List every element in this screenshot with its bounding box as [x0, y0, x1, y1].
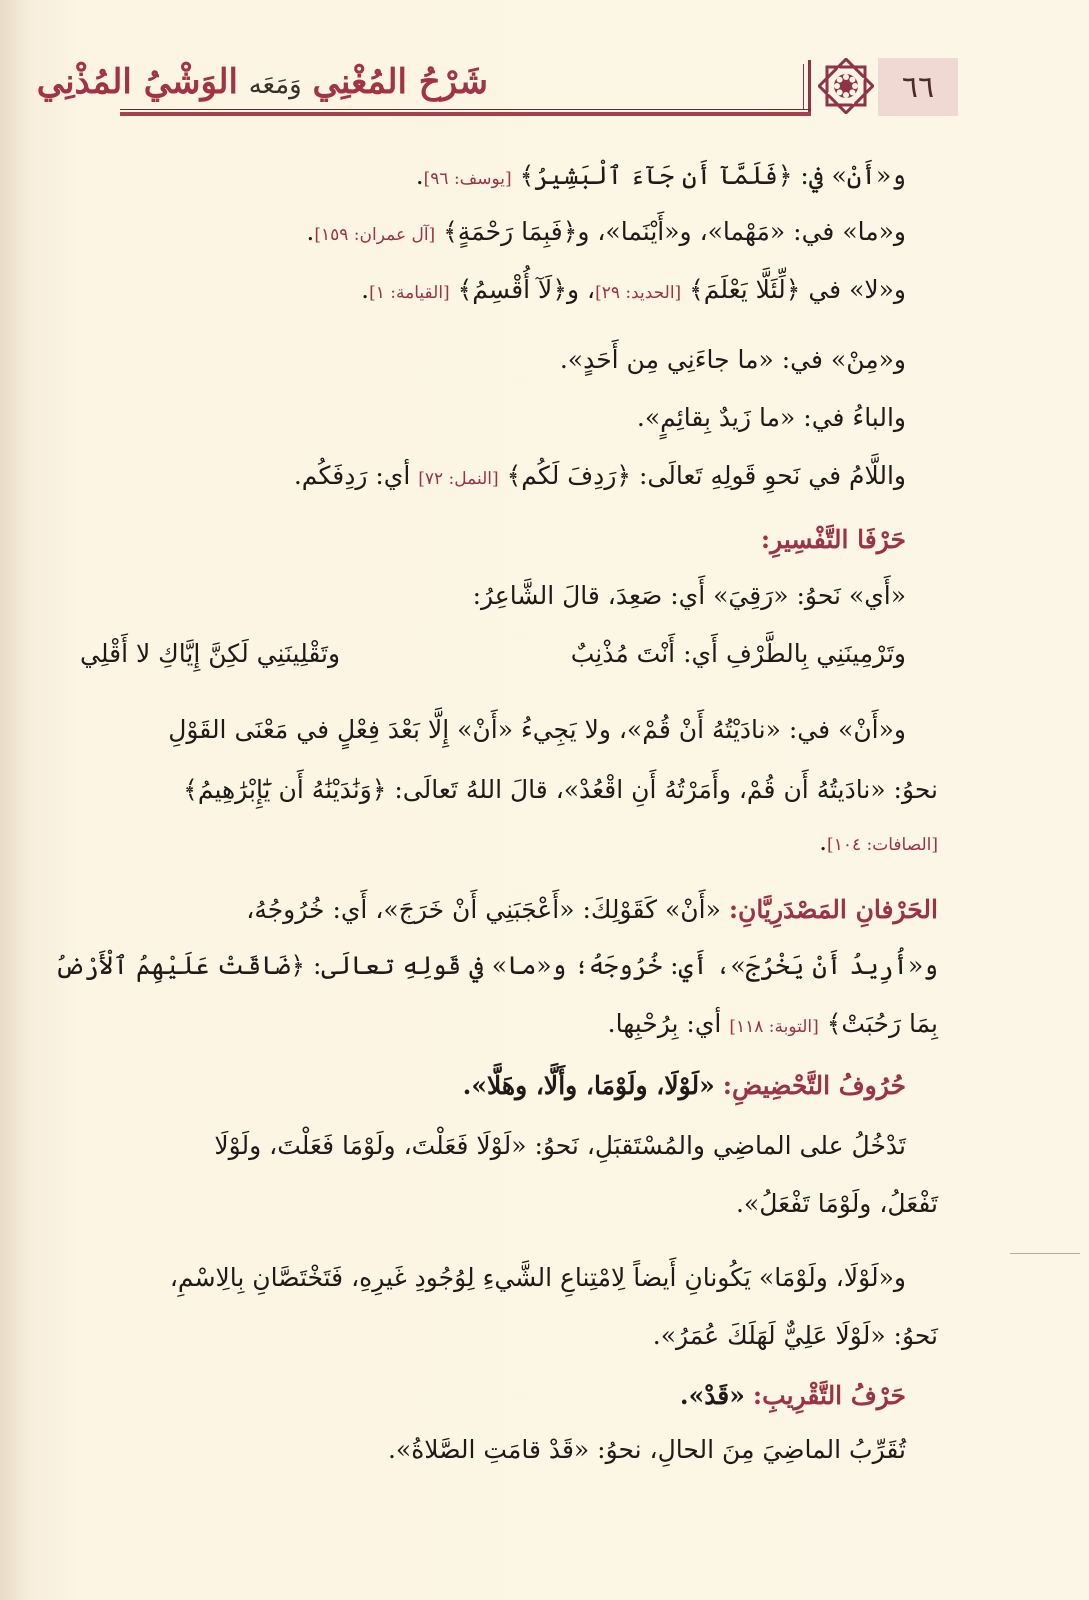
verse-reference: [يوسف: ٩٦]: [423, 169, 512, 189]
page-header: [0, 0, 1089, 140]
title-part-2: وَمَعَه: [248, 70, 302, 100]
text-line: واللَّامُ في نَحوِ قَولِهِ تَعالَى: ﴿رَدِفَ لَكُم﴾ [النمل: ٧٢] أي: رَدِفَكُم.: [293, 461, 906, 490]
text-line: و«أَنْ» في: ﴿فَلَمَّآ أَن جَآءَ ٱلْبَشِيرُ﴾ [يوسف: ٩٦].: [415, 161, 906, 190]
poem-hemistich-2: وتَقْلِينَنِي لَكِنَّ إِيَّاكِ لا أَقْلِي: [80, 639, 341, 668]
running-title: [36, 56, 488, 108]
text-line: حُرُوفُ التَّحْضِيضِ: «لَوْلَا، ولَوْمَا، وأَلَّا، وهَلَّا».: [462, 1071, 906, 1100]
text-line: و«مِنْ» في: «ما جاءَنِي مِن أَحَدٍ».: [559, 345, 906, 374]
text-line: تَفْعَلُ، ولَوْمَا تَفْعَلُ».: [735, 1189, 938, 1218]
text-line: تَدْخُلُ على الماضِي والمُسْتَقبَلِ، نَحوُ: «لَوْلَا فَعَلْتَ، ولَوْمَا فَعَلْتَ، ولَوْلَا: [214, 1131, 906, 1160]
text-line: حَرْفُ التَّقْرِيبِ: «قَدْ».: [679, 1381, 906, 1410]
text-line: نحوُ: «نادَيتُهُ أَن قُمْ، وأَمَرْتُهُ أَنِ اقْعُدْ»، قالَ اللهُ تَعالَى: ﴿وَنَٰدَيْنَٰهُ أَن يَٰٓإِبْرَٰهِيمُ﴾: [183, 775, 938, 804]
text-line: نَحوُ: «لَوْلَا عَلِيٌّ لَهَلَكَ عُمَرُ».: [652, 1321, 938, 1350]
page-number: ٦٦: [878, 58, 958, 116]
text-line: و«أُرِيدُ أَنْ يَخْرُجَ»، أَي: خُرُوجَهُ؛ و«ما» في قَولِهِ تعالَى: ﴿ضَاقَتْ عَلَيْهِمُ ٱلْأَرْضُ: [54, 951, 938, 980]
text-line: والباءُ في: «ما زَيدٌ بِقائِمٍ».: [636, 403, 906, 432]
title-part-3: الوَشْيُ المُذْنِي: [36, 62, 238, 102]
section-heading-masdariyyan: الحَرْفانِ المَصْدَرِيَّانِ:: [728, 895, 938, 924]
text-line: بِمَا رَحُبَتْ﴾ [التوبة: ١١٨] أي: بِرُحْبِها.: [607, 1009, 938, 1038]
section-heading-tahdid: حُرُوفُ التَّحْضِيضِ:: [722, 1071, 906, 1100]
verse-reference: [النمل: ٧٢]: [418, 469, 499, 489]
section-heading-taqrib: حَرْفُ التَّقْرِيبِ:: [752, 1381, 906, 1410]
poem-hemistich-1: وتَرْمِينَنِي بِالطَّرْفِ أَي: أَنْتَ مُذْنِبٌ: [570, 639, 906, 668]
section-heading-tafsir: حَرْفَا التَّفْسِيرِ:: [760, 525, 906, 554]
text-line: «أَي» نَحوُ: «رَقِيَ» أَي: صَعِدَ، قالَ الشَّاعِرُ:: [472, 581, 906, 610]
verse-reference: [القيامة: ١]: [369, 283, 450, 303]
text-line: و«لا» في ﴿لِّئَلَّا يَعْلَمَ﴾ [الحديد: ٢٩]، و﴿لَآ أُقْسِمُ﴾ [القيامة: ١].: [361, 275, 906, 304]
verse-reference: [آل عمران: ١٥٩]: [314, 225, 436, 245]
title-part-1: شَرْحُ المُغْنِي: [312, 62, 488, 102]
verse-reference: [التوبة: ١١٨]: [729, 1017, 819, 1037]
verse-reference: [الحديد: ٢٩]: [595, 283, 682, 303]
text-line: و«لَوْلَا، ولَوْمَا» يَكُونانِ أَيضاً لِامْتِناعِ الشَّيءِ لِوُجُودِ غَيرِهِ، فَتَخْتَصَّانِ بِالِاسْمِ،: [169, 1263, 906, 1292]
text-line: [الصافات: ١٠٤].: [819, 827, 938, 856]
text-line: و«ما» في: «مَهْما»، و«أَيْنَما»، و﴿فَبِمَا رَحْمَةٍ﴾ [آل عمران: ١٥٩].: [306, 217, 906, 246]
bleed-through-mark: [1010, 1253, 1080, 1254]
octagram-rosette-icon: [818, 58, 874, 114]
verse-reference: [الصافات: ١٠٤]: [827, 835, 938, 855]
text-line: و«أَنْ» في: «نادَيْتُهُ أَنْ قُمْ»، ولا يَجِيءُ «أَنْ» إِلَّا بَعْدَ فِعْلٍ في مَعْنَى القَوْلِ: [168, 715, 906, 744]
text-line: الحَرْفانِ المَصْدَرِيَّانِ: «أَنْ» كَقَوْلِكَ: «أَعْجَبَنِي أَنْ خَرَجَ»، أَي: خُرُوجُهُ،: [246, 895, 938, 924]
text-line: تُقَرِّبُ الماضِيَ مِنَ الحالِ، نحوُ: «قَدْ قامَتِ الصَّلاةُ».: [387, 1435, 906, 1464]
